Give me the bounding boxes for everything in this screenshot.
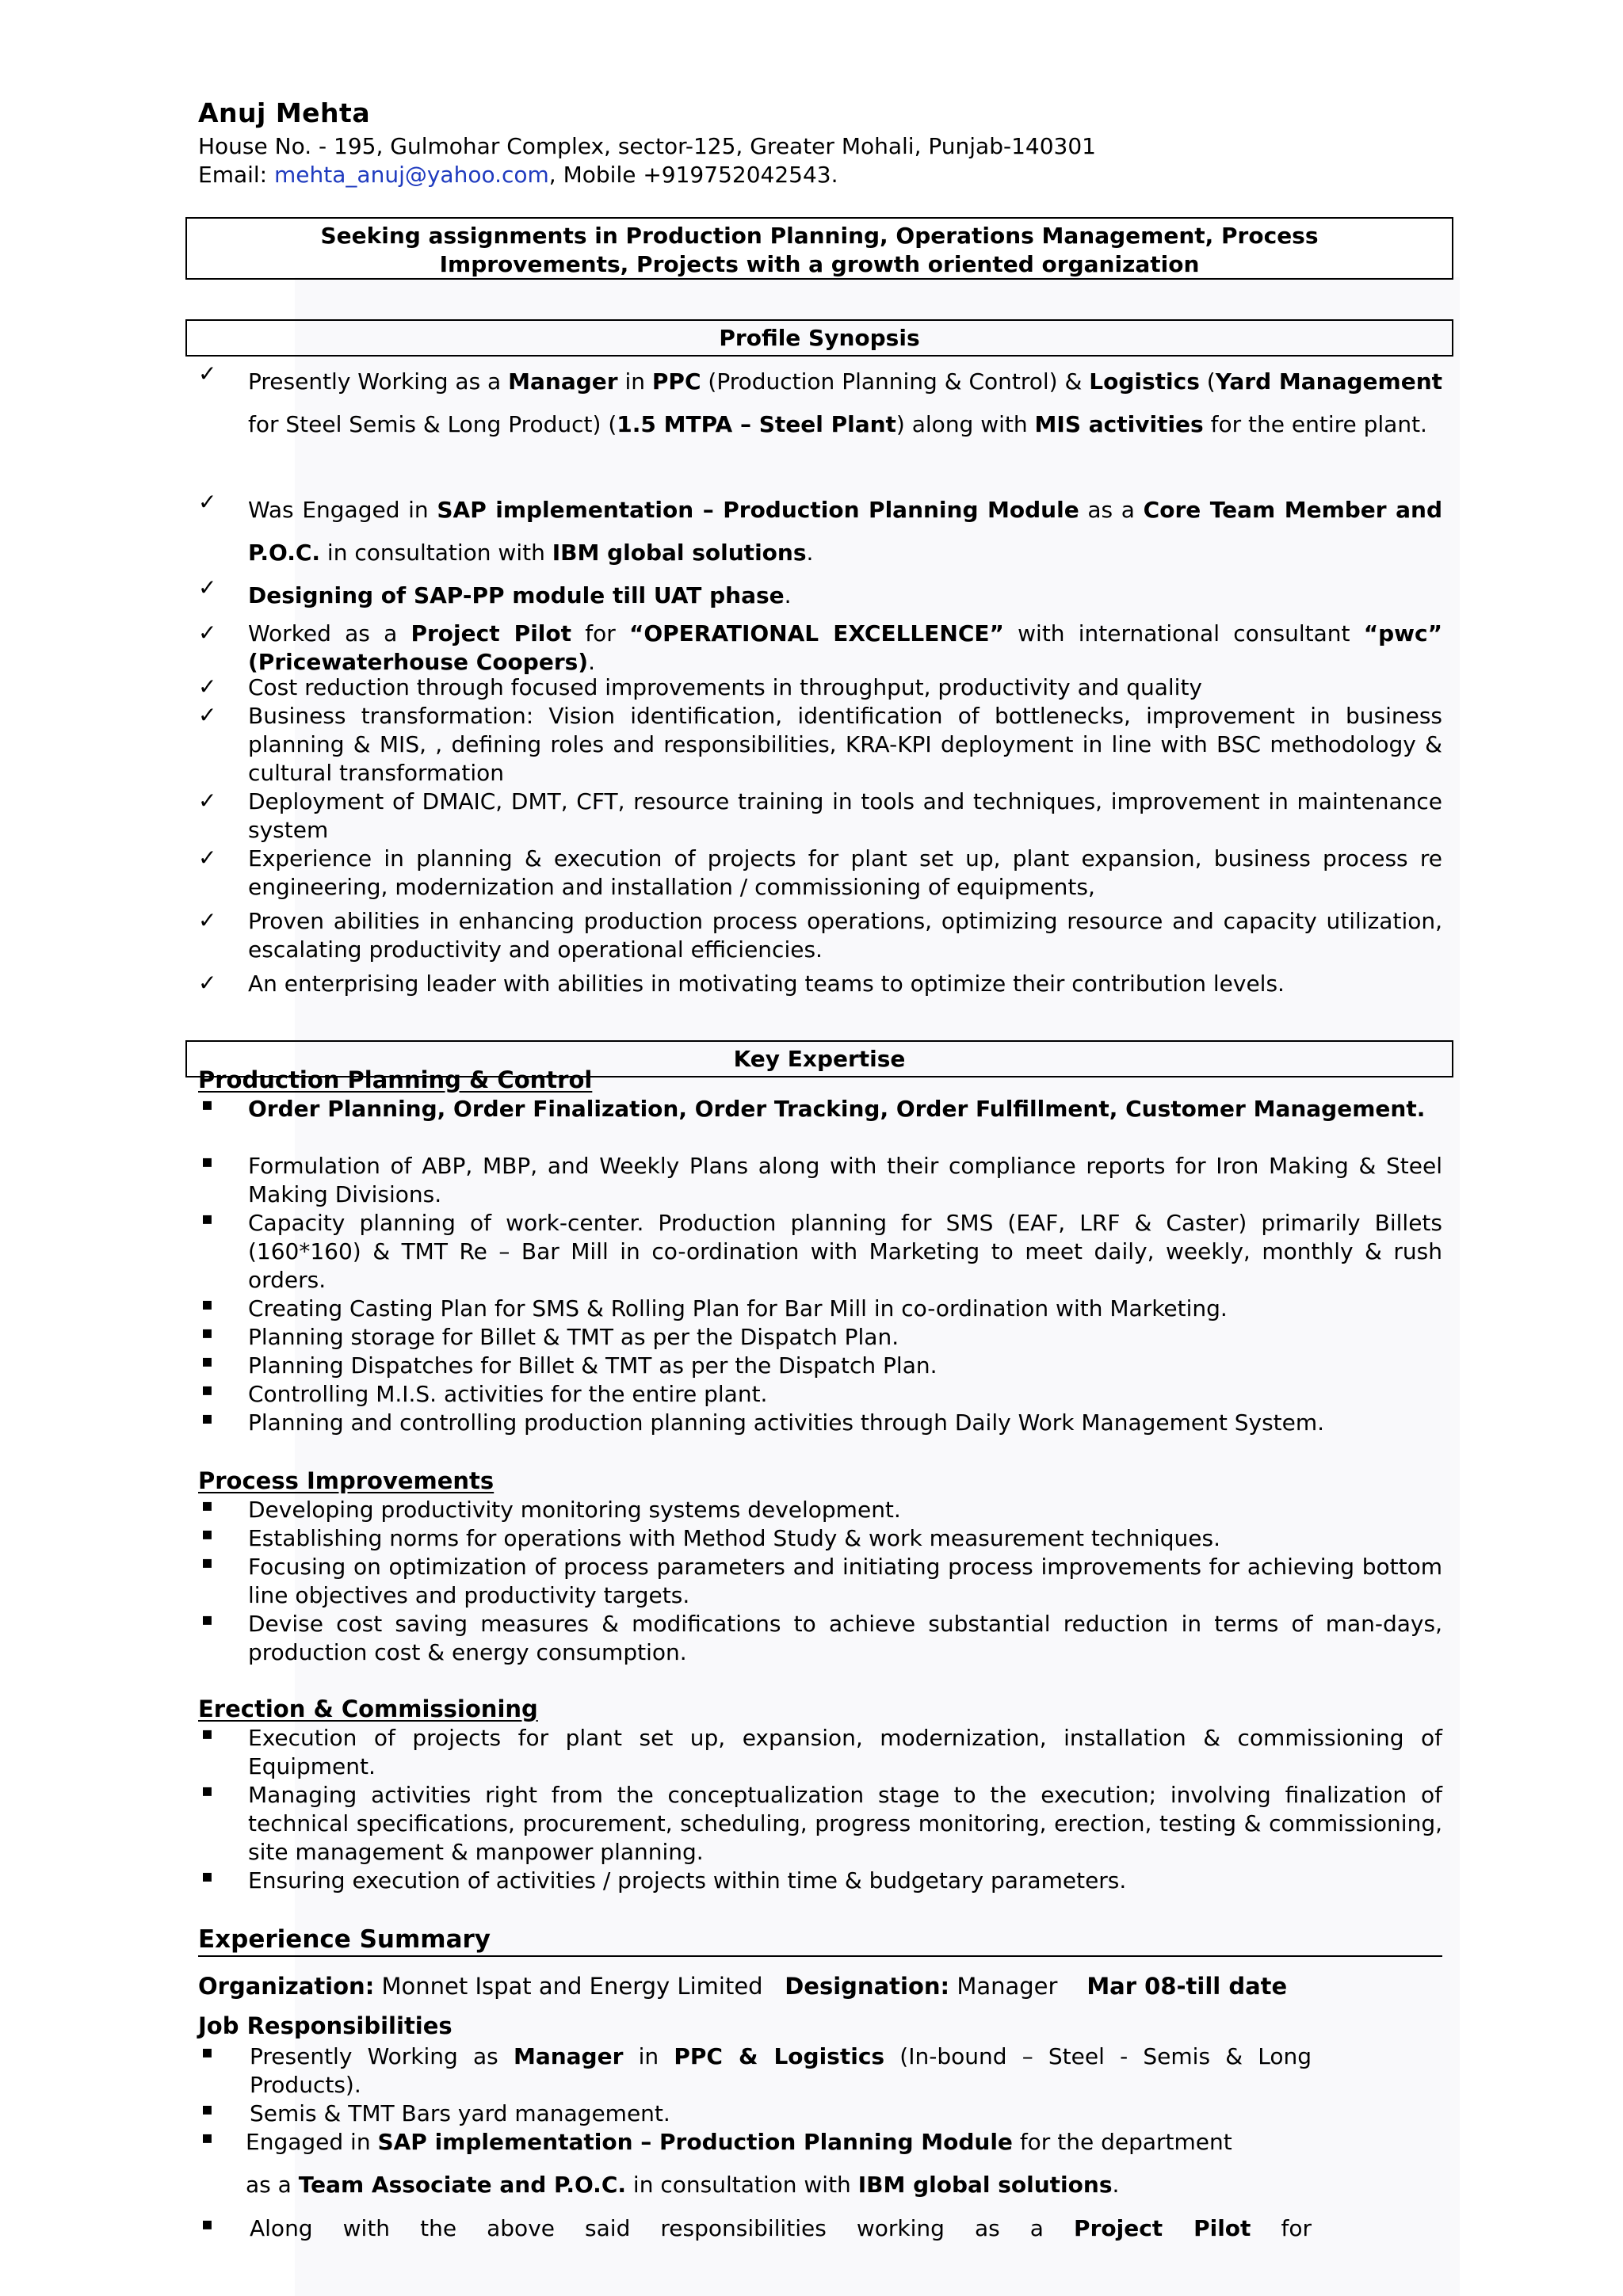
bullet-square-icon: ▪: [201, 1867, 213, 1886]
bullet-square-icon: ▪: [201, 2214, 213, 2234]
bullet-square-icon: ▪: [201, 1409, 213, 1428]
profile-item-text: Worked as a Project Pilot for “OPERATIONAL EXCELLENCE” with international consultant “pwc” (Pricewaterhouse Coopers).: [248, 620, 1442, 675]
bullet-square-icon: ▪: [201, 1524, 213, 1544]
bullet-square-icon: ▪: [201, 1610, 213, 1630]
profile-item-text: Was Engaged in SAP implementation – Production Planning Module as a Core Team Member and P.O.C. in consultation with IBM global solutions.: [248, 497, 1443, 566]
checkmark-icon: ✓: [198, 620, 217, 646]
checkmark-icon: ✓: [198, 970, 217, 996]
bullet-square-icon: ▪: [201, 1295, 213, 1314]
bullet-square-icon: ▪: [201, 2100, 213, 2119]
bullet-square-icon: ▪: [201, 2128, 213, 2148]
bullet-square-icon: ▪: [201, 1152, 213, 1172]
employment-period: Mar 08-till date: [1086, 1973, 1288, 2000]
profile-item-text: Experience in planning & execution of projects for plant set up, plant expansion, business process re engineering, modernization and installation / commissioning of equipments,: [248, 845, 1442, 900]
bullet-square-icon: ▪: [201, 1352, 213, 1371]
bullet-square-icon: ▪: [201, 2042, 213, 2062]
experience-summary-heading: Experience Summary: [198, 1925, 1442, 1957]
bullet-square-icon: ▪: [201, 1323, 213, 1343]
key-expertise-heading: Key Expertise: [185, 1040, 1453, 1077]
contact-line: [198, 161, 838, 189]
checkmark-icon: ✓: [198, 360, 217, 387]
checkmark-icon: ✓: [198, 673, 217, 700]
bullet-square-icon: ▪: [201, 1553, 213, 1573]
checkmark-icon: ✓: [198, 574, 217, 601]
profile-item-text: Presently Working as a Manager in PPC (Production Planning & Control) & Logistics (Yard Management for Steel Semis & Long Product) (1.5 MTPA – Steel Plant) along with MIS activities for the entire plant.: [248, 368, 1443, 437]
erection-commissioning-subheading: Erection & Commissioning: [198, 1695, 538, 1722]
bullet-square-icon: ▪: [201, 1380, 213, 1400]
profile-synopsis-heading: Profile Synopsis: [185, 319, 1453, 357]
mobile-number: , Mobile +919752042543.: [548, 162, 838, 188]
organization-name: Monnet Ispat and Energy Limited: [374, 1973, 785, 2000]
checkmark-icon: ✓: [198, 489, 217, 515]
objective-box: [185, 217, 1453, 280]
bullet-square-icon: ▪: [201, 1095, 213, 1115]
bullet-square-icon: ▪: [201, 1724, 213, 1744]
objective-line-2: Improvements, Projects with a growth oriented organization: [439, 251, 1200, 277]
candidate-name: Anuj Mehta: [198, 97, 371, 128]
designation: Manager: [949, 1973, 1087, 2000]
profile-item-text: Proven abilities in enhancing production process operations, optimizing resource and capacity utilization, escalating productivity and operational efficiencies.: [248, 908, 1442, 963]
email-link[interactable]: mehta_anuj@yahoo.com: [274, 162, 549, 188]
checkmark-icon: ✓: [198, 788, 217, 814]
email-label: Email:: [198, 162, 275, 188]
profile-item-text: Cost reduction through focused improvements in throughput, productivity and quality: [248, 674, 1202, 700]
objective-line-1: Seeking assignments in Production Planning, Operations Management, Process: [320, 223, 1319, 249]
profile-item-text: An enterprising leader with abilities in motivating teams to optimize their contribution levels.: [248, 971, 1285, 997]
process-improvements-subheading: Process Improvements: [198, 1467, 495, 1494]
checkmark-icon: ✓: [198, 845, 217, 871]
bullet-square-icon: ▪: [201, 1781, 213, 1801]
profile-item-text: Designing of SAP-PP module till UAT phase.: [248, 582, 792, 608]
profile-item-text: Deployment of DMAIC, DMT, CFT, resource training in tools and techniques, improvement in maintenance system: [248, 788, 1442, 843]
checkmark-icon: ✓: [198, 702, 217, 728]
address-line: House No. - 195, Gulmohar Complex, sector-125, Greater Mohali, Punjab-140301: [198, 133, 1096, 159]
profile-item-text: Business transformation: Vision identification, identification of bottlenecks, improvement in business planning & MIS, , defining roles and responsibilities, KRA-KPI deployment in line with BSC methodology & cultural transformation: [248, 703, 1442, 786]
checkmark-icon: ✓: [198, 907, 217, 933]
job-responsibilities-heading: Job Responsibilities: [198, 2012, 453, 2039]
organization-line: Organization: Monnet Ispat and Energy Limited Designation: Manager Mar 08-till date: [198, 1973, 1288, 2000]
ppc-subheading: Production Planning & Control: [198, 1066, 593, 1093]
bullet-square-icon: ▪: [201, 1496, 213, 1516]
resume-page: Anuj Mehta House No. - 195, Gulmohar Complex, sector-125, Greater Mohali, Punjab-140301 Email: mehta_anuj@yahoo.com, Mobile +919752042543. Seeking assignments in Production Planning, Operations Management, Process Improvements, Projects with a growth oriented organization Profile Synopsis ✓ Presently Working as a Manager in PPC (Production Planning & Control) & Logistics (Yard Management for Steel Semis & Long Product) (1.5 MTPA – Steel Plant) along with MIS activities for the entire plant. ✓ Was Engaged in SAP implementation – Production Planning Module as a Core Team Member and P.O.C. in consultation with IBM global solutions. ✓ Designing of SAP-PP module till UAT phase. ✓ Worked as a Project Pilot for “OPERATIONAL EXCELLENCE” with international consultant “pwc” (Pricewaterhouse Coopers). ✓ Cost reduction through focused improvements in throughput, productivity and quality ✓ Business transformation: Vision identification, identification of bottlenecks, improvement in business planning & MIS, , defining roles and responsibilities, KRA-KPI deployment in line with BSC methodology & cultural transformation ✓ Deployment of DMAIC, DMT, CFT, resource training in tools and techniques, improvement in maintenance system ✓ Experience in planning & execution of projects for plant set up, plant expansion, business process re engineering, modernization and installation / commissioning of equipments, ✓ Proven abilities in enhancing production process operations, optimizing resource and capacity utilization, escalating productivity and operational efficiencies. ✓ An enterprising leader with abilities in motivating teams to optimize their contribution levels. Key Expertise Production Planning & Control ▪ Order Planning, Order Finalization, Order Tracking, Order Fulfillment, Customer Management. ▪ Formulation of ABP, MBP, and Weekly Plans along with their compliance reports for Iron Making & Steel Making Divisions. ▪ Capacity planning of work-center. Production planning for SMS (EAF, LRF & Caster) primarily Billets (160*160) & TMT Re – Bar Mill in co-ordination with Marketing to meet daily, weekly, monthly & rush orders. ▪ Creating Casting Plan for SMS & Rolling Plan for Bar Mill in co-ordination with Marketing. ▪ Planning storage for Billet & TMT as per the Dispatch Plan. ▪ Planning Dispatches for Billet & TMT as per the Dispatch Plan. ▪ Controlling M.I.S. activities for the entire plant. ▪ Planning and controlling production planning activities through Daily Work Management System. Process Improvements ▪ Developing productivity monitoring systems development. ▪ Establishing norms for operations with Method Study & work measurement techniques. ▪ Focusing on optimization of process parameters and initiating process improvements for achieving bottom line objectives and productivity targets. ▪ Devise cost saving measures & modifications to achieve substantial reduction in terms of man-days, production cost & energy consumption. Erection & Commissioning ▪ Execution of projects for plant set up, expansion, modernization, installation & commissioning of Equipment. ▪ Managing activities right from the conceptualization stage to the execution; involving finalization of technical specifications, procurement, scheduling, progress monitoring, erection, testing & commissioning, site management & manpower planning. ▪ Ensuring execution of activities / projects within time & budgetary parameters. Experience Summary Organization: Monnet Ispat and Energy Limited Designation: Manager Mar 08-till date Job Responsibilities ▪ Presently Working as Manager in PPC & Logistics (In-bound – Steel - Semis & Long Products). ▪ Semis & TMT Bars yard management. ▪ Engaged in SAP implementation – Production Planning Module for the department as a Team Associate and P.O.C. in consultation with IBM global solutions. ▪ Along with the above said responsibilities working as a Project Pilot for: [0, 0, 1623, 2296]
bullet-square-icon: ▪: [201, 1209, 213, 1229]
